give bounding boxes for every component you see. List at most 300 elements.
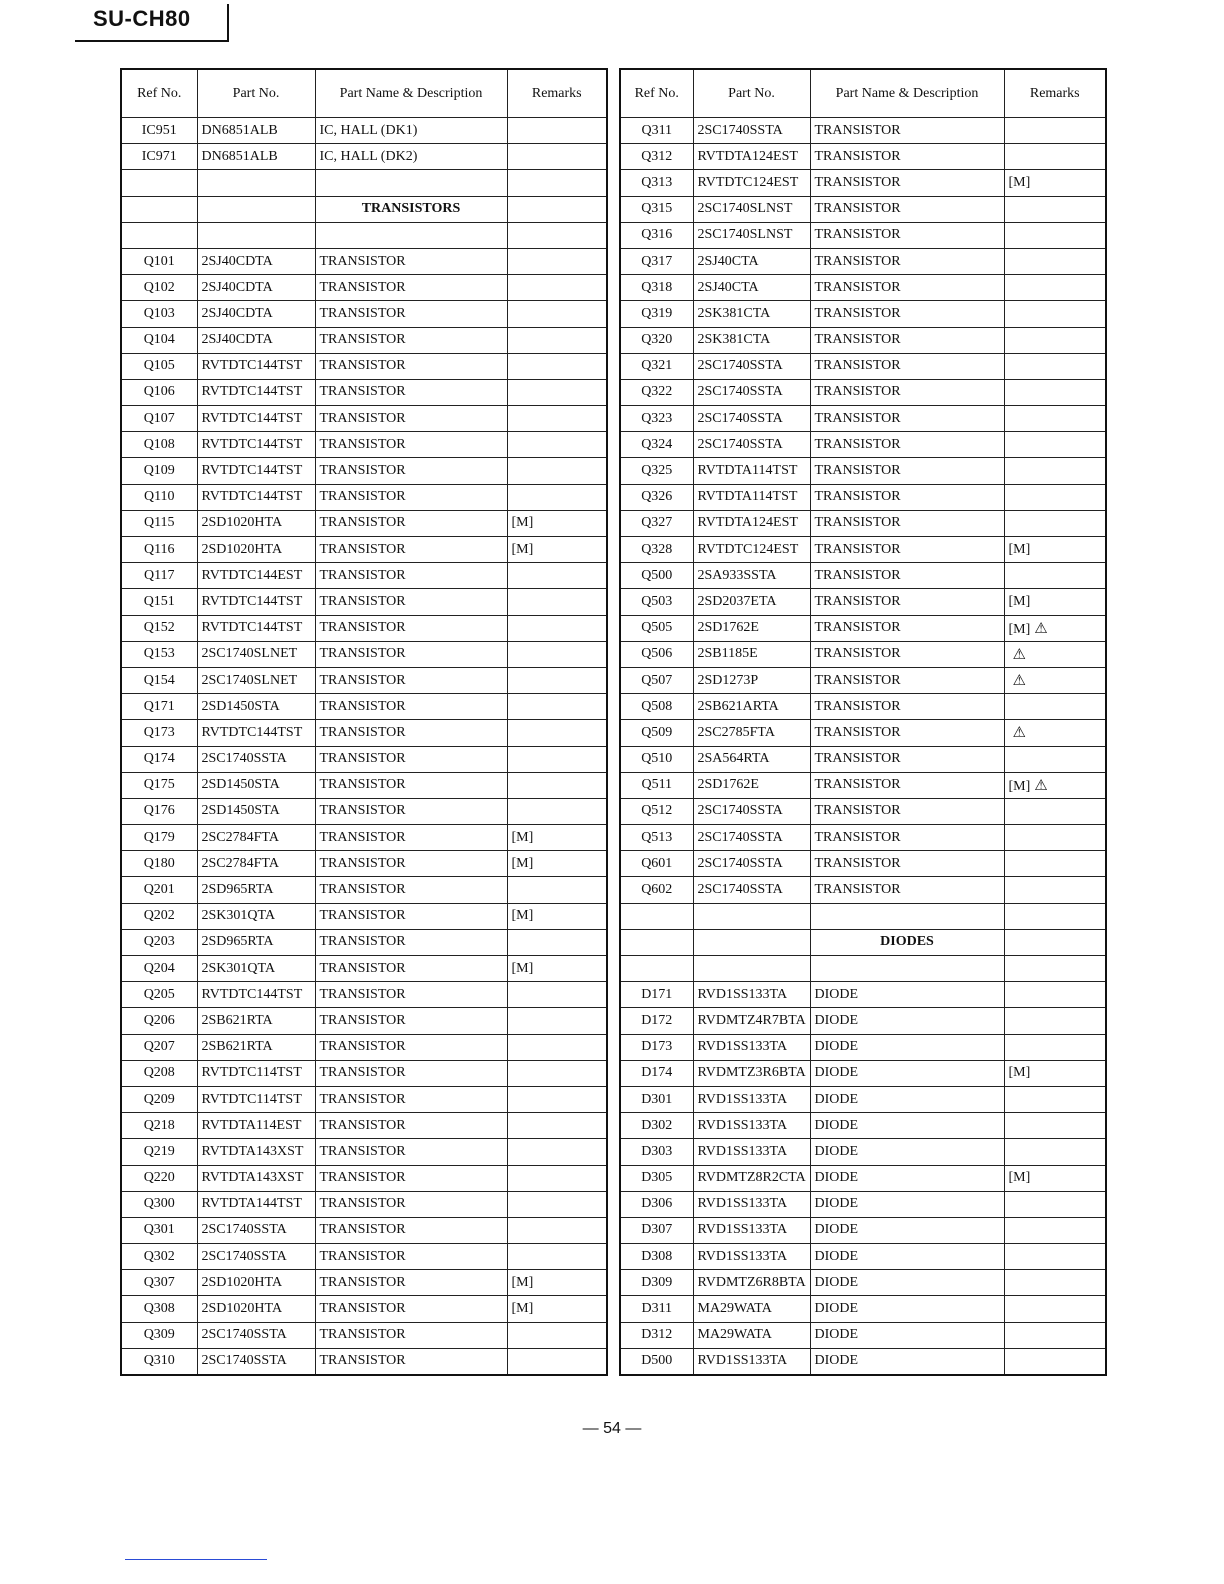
ref-no-cell-text: Q318 (641, 279, 673, 295)
table-row (121, 1244, 607, 1270)
part-no-cell (693, 1113, 810, 1139)
ref-no-cell (620, 589, 693, 615)
ref-no-cell (121, 1191, 197, 1217)
description-cell (810, 746, 1004, 772)
remarks-cell (1004, 1086, 1106, 1112)
ref-no-cell (620, 903, 693, 929)
description-cell (315, 1113, 507, 1139)
part-no-cell (693, 1139, 810, 1165)
ref-no-cell-text: Q175 (143, 777, 175, 793)
description-cell-text: TRANSISTOR (814, 515, 901, 531)
part-no-cell (693, 327, 810, 353)
ref-no-cell (620, 825, 693, 851)
remarks-cell-text: [M] (1008, 1065, 1031, 1081)
remarks-cell (507, 877, 607, 903)
part-no-cell (693, 432, 810, 458)
part-no-cell-text: 2SD1450STA (201, 803, 280, 819)
table-row (620, 118, 1106, 144)
part-no-cell-text: 2SC2784FTA (201, 829, 279, 845)
part-no-cell-text: 2SC1740SSTA (697, 855, 783, 871)
ref-no-cell-text: D171 (641, 986, 673, 1002)
description-cell (810, 406, 1004, 432)
table-row (121, 379, 607, 405)
ref-no-cell (620, 956, 693, 982)
description-cell-text: TRANSISTOR (814, 593, 901, 609)
description-cell (810, 694, 1004, 720)
part-no-cell-text: DN6851ALB (201, 122, 278, 138)
ref-no-cell (121, 406, 197, 432)
table-row (121, 222, 607, 248)
part-no-cell-text: 2SA564RTA (697, 751, 770, 767)
description-cell (810, 615, 1004, 641)
ref-no-cell (121, 746, 197, 772)
description-cell-text: DIODE (814, 1143, 859, 1159)
ref-no-cell-text: Q201 (143, 882, 175, 898)
description-cell (315, 118, 507, 144)
remarks-cell (1004, 484, 1106, 510)
remarks-cell-text: [M] (511, 1274, 534, 1290)
part-no-cell-text: RVD1SS133TA (697, 1117, 788, 1133)
ref-no-cell (620, 1322, 693, 1348)
table-row (620, 798, 1106, 824)
part-no-cell (693, 746, 810, 772)
part-no-cell (197, 798, 315, 824)
part-no-cell (693, 1348, 810, 1375)
ref-no-cell-text: Q312 (641, 148, 673, 164)
remarks-cell (1004, 510, 1106, 536)
ref-no-cell-text: Q601 (641, 855, 673, 871)
ref-no-cell (620, 667, 693, 693)
remarks-cell (1004, 379, 1106, 405)
ref-no-cell-text: Q174 (143, 751, 175, 767)
table-row (121, 1270, 607, 1296)
table-row (620, 353, 1106, 379)
ref-no-cell-text: D301 (641, 1091, 673, 1107)
remarks-cell (1004, 1034, 1106, 1060)
part-no-cell (197, 720, 315, 746)
part-no-cell (197, 877, 315, 903)
part-no-cell-text: RVD1SS133TA (697, 1248, 788, 1264)
description-cell (315, 851, 507, 877)
table-row (121, 484, 607, 510)
part-no-cell (693, 1034, 810, 1060)
ref-no-cell (121, 903, 197, 929)
part-no-cell (693, 720, 810, 746)
table-row (121, 929, 607, 955)
description-cell-text: TRANSISTOR (814, 724, 901, 740)
ref-no-cell-text: Q508 (641, 698, 673, 714)
ref-no-cell-text: Q320 (641, 332, 673, 348)
ref-no-cell-text: Q105 (143, 358, 175, 374)
ref-no-cell (620, 1244, 693, 1270)
part-no-cell (197, 851, 315, 877)
description-cell (315, 222, 507, 248)
part-no-cell-text: 2SC1740SSTA (697, 384, 783, 400)
remarks-cell (507, 1322, 607, 1348)
table-row (121, 327, 607, 353)
description-cell (315, 982, 507, 1008)
remarks-cell (1004, 667, 1106, 693)
part-no-cell (693, 563, 810, 589)
description-cell (315, 1270, 507, 1296)
description-cell-text: TRANSISTOR (814, 358, 901, 374)
table-row (121, 589, 607, 615)
ref-no-cell (620, 798, 693, 824)
description-cell-text: TRANSISTOR (814, 882, 901, 898)
part-no-cell (197, 353, 315, 379)
table-row (620, 458, 1106, 484)
description-cell-text: TRANSISTOR (319, 803, 406, 819)
description-cell (810, 851, 1004, 877)
parts-table-left-body (121, 118, 607, 1376)
part-no-cell-text: MA29WATA (697, 1301, 772, 1317)
description-cell (315, 615, 507, 641)
part-no-cell (197, 589, 315, 615)
description-cell (810, 170, 1004, 196)
ref-no-cell (121, 1322, 197, 1348)
remarks-cell (507, 144, 607, 170)
part-no-cell-text: RVTDTA143XST (201, 1170, 304, 1186)
ref-no-cell (620, 406, 693, 432)
description-cell (810, 956, 1004, 982)
table-row (620, 772, 1106, 798)
empty-cell (197, 196, 315, 222)
ref-no-cell-text: Q109 (143, 463, 175, 479)
remarks-cell (507, 222, 607, 248)
ref-no-cell (620, 615, 693, 641)
table-row (620, 1191, 1106, 1217)
description-cell-text: TRANSISTOR (319, 410, 406, 426)
description-cell-text: TRANSISTOR (814, 201, 901, 217)
remarks-cell (507, 1034, 607, 1060)
table-row (121, 406, 607, 432)
ref-no-cell-text: IC971 (141, 148, 177, 164)
remarks-cell (507, 275, 607, 301)
ref-no-cell (620, 170, 693, 196)
remarks-cell (1004, 982, 1106, 1008)
ref-no-cell (121, 772, 197, 798)
description-cell (810, 1217, 1004, 1243)
remarks-cell (1004, 1191, 1106, 1217)
description-cell-text: TRANSISTOR (319, 1117, 406, 1133)
part-no-cell-text: 2SC1740SSTA (697, 122, 783, 138)
part-no-cell-text: RVTDTA114EST (201, 1117, 302, 1133)
ref-no-cell-text: Q309 (143, 1327, 175, 1343)
part-no-cell (197, 118, 315, 144)
table-row (121, 1217, 607, 1243)
part-no-cell (693, 956, 810, 982)
part-no-cell-text: RVTDTC144TST (201, 593, 303, 609)
description-cell-text: IC, HALL (DK1) (319, 122, 418, 138)
description-cell-text: TRANSISTOR (814, 332, 901, 348)
part-no-cell (693, 1086, 810, 1112)
description-cell (315, 537, 507, 563)
part-no-cell (197, 406, 315, 432)
remarks-cell (1004, 458, 1106, 484)
ref-no-cell-text: Q173 (143, 724, 175, 740)
part-no-cell (197, 1270, 315, 1296)
table-row (620, 1322, 1106, 1348)
description-cell-text: TRANSISTOR (814, 489, 901, 505)
ref-no-cell (620, 1348, 693, 1375)
part-no-cell-text: RVDMTZ4R7BTA (697, 1012, 806, 1028)
ref-no-cell (620, 720, 693, 746)
ref-no-cell (620, 1191, 693, 1217)
description-cell (315, 956, 507, 982)
part-no-cell-text: RVTDTC144TST (201, 724, 303, 740)
part-no-cell-text: RVTDTA124EST (697, 515, 798, 531)
description-cell-text: TRANSISTOR (814, 751, 901, 767)
part-no-cell (197, 1217, 315, 1243)
table-row (121, 877, 607, 903)
ref-no-cell-text: D302 (641, 1117, 673, 1133)
part-no-cell-text: MA29WATA (697, 1327, 772, 1343)
part-no-cell-text: RVTDTA144TST (201, 1196, 302, 1212)
column-header-ref-no: Ref No. (620, 69, 693, 118)
ref-no-cell-text: Q202 (143, 908, 175, 924)
remarks-cell (1004, 746, 1106, 772)
table-row (620, 406, 1106, 432)
part-no-cell-text: RVTDTA143XST (201, 1143, 304, 1159)
part-no-cell-text: 2SC1740SSTA (201, 1222, 287, 1238)
table-row (620, 432, 1106, 458)
ref-no-cell (121, 1060, 197, 1086)
ref-no-cell (121, 563, 197, 589)
part-no-cell (693, 1191, 810, 1217)
table-row (620, 196, 1106, 222)
remarks-cell (507, 1086, 607, 1112)
section-heading-row (121, 196, 607, 222)
table-row (620, 144, 1106, 170)
part-no-cell (693, 1244, 810, 1270)
part-no-cell (197, 1086, 315, 1112)
remarks-cell (1004, 641, 1106, 667)
description-cell (810, 196, 1004, 222)
remarks-cell (1004, 877, 1106, 903)
part-no-cell (693, 458, 810, 484)
table-row (620, 1139, 1106, 1165)
part-no-cell (197, 1165, 315, 1191)
ref-no-cell (620, 484, 693, 510)
ref-no-cell-text: Q316 (641, 227, 673, 243)
part-no-cell-text: 2SC1740SLNET (201, 672, 298, 688)
part-no-cell (197, 929, 315, 955)
table-row (620, 641, 1106, 667)
ref-no-cell (121, 1008, 197, 1034)
part-no-cell-text: RVDMTZ6R8BTA (697, 1274, 806, 1290)
part-no-cell (693, 694, 810, 720)
table-row (121, 1139, 607, 1165)
part-no-cell-text: 2SC1740SLNST (697, 227, 793, 243)
ref-no-cell (620, 1165, 693, 1191)
part-no-cell (693, 301, 810, 327)
part-no-cell-text: 2SB621RTA (201, 1012, 273, 1028)
part-no-cell-text: RVD1SS133TA (697, 1091, 788, 1107)
part-no-cell-text: 2SD1020HTA (201, 1301, 283, 1317)
remarks-cell (507, 1270, 607, 1296)
ref-no-cell (620, 772, 693, 798)
description-cell-text: TRANSISTOR (319, 515, 406, 531)
description-cell (810, 563, 1004, 589)
part-no-cell-text: 2SC1740SSTA (697, 436, 783, 452)
part-no-cell (693, 484, 810, 510)
ref-no-cell-text: D307 (641, 1222, 673, 1238)
description-cell (315, 746, 507, 772)
table-row (121, 118, 607, 144)
description-cell (315, 1139, 507, 1165)
part-no-cell-text: 2SC2784FTA (201, 855, 279, 871)
part-no-cell-text: 2SD1762E (697, 620, 759, 636)
ref-no-cell-text: D311 (641, 1301, 673, 1317)
ref-no-cell (620, 1296, 693, 1322)
ref-no-cell-text: Q326 (641, 489, 673, 505)
ref-no-cell (121, 1113, 197, 1139)
ref-no-cell-text: Q511 (641, 777, 673, 793)
ref-no-cell (620, 1060, 693, 1086)
remarks-cell (1004, 772, 1106, 798)
description-cell-text: TRANSISTOR (319, 1248, 406, 1264)
description-cell-text: TRANSISTOR (319, 934, 406, 950)
part-no-cell-text: RVTDTC114TST (201, 1091, 302, 1107)
description-cell-text: TRANSISTOR (319, 279, 406, 295)
description-cell (810, 510, 1004, 536)
ref-no-cell-text: Q602 (641, 882, 673, 898)
ref-no-cell-text: Q322 (641, 384, 673, 400)
ref-no-cell-text: Q106 (143, 384, 175, 400)
ref-no-cell-text: Q315 (641, 201, 673, 217)
column-header-part-no: Part No. (693, 69, 810, 118)
part-no-cell (197, 825, 315, 851)
ref-no-cell (620, 432, 693, 458)
remarks-cell (507, 1296, 607, 1322)
ref-no-cell-text: Q209 (143, 1091, 175, 1107)
ref-no-cell-text: Q506 (641, 646, 673, 662)
description-cell-text: TRANSISTOR (319, 1222, 406, 1238)
description-cell (810, 1270, 1004, 1296)
description-cell-text: DIODE (814, 1248, 859, 1264)
ref-no-cell (620, 458, 693, 484)
description-cell (315, 563, 507, 589)
table-row (121, 248, 607, 274)
part-no-cell-text: 2SC1740SSTA (697, 829, 783, 845)
description-cell (315, 1322, 507, 1348)
table-row (620, 903, 1106, 929)
description-cell (315, 432, 507, 458)
part-no-cell-text: RVTDTC144TST (201, 986, 303, 1002)
part-no-cell-text: 2SD965RTA (201, 882, 274, 898)
remarks-cell (1004, 798, 1106, 824)
part-no-cell-text: RVD1SS133TA (697, 1196, 788, 1212)
ref-no-cell (620, 222, 693, 248)
description-cell-text: DIODE (814, 1301, 859, 1317)
description-cell-text: TRANSISTOR (814, 279, 901, 295)
table-row (121, 432, 607, 458)
ref-no-cell-text: D173 (641, 1039, 673, 1055)
description-cell-text: TRANSISTOR (814, 777, 901, 793)
description-cell-text: TRANSISTOR (814, 253, 901, 269)
remarks-cell-text: [M] (511, 908, 534, 924)
ref-no-cell (121, 353, 197, 379)
description-cell (810, 222, 1004, 248)
table-row (121, 275, 607, 301)
description-cell (810, 1060, 1004, 1086)
part-no-cell (693, 1296, 810, 1322)
ref-no-cell (121, 510, 197, 536)
part-no-cell-text: RVD1SS133TA (697, 986, 788, 1002)
part-no-cell-text: RVD1SS133TA (697, 1039, 788, 1055)
part-no-cell (197, 903, 315, 929)
ref-no-cell-text: Q300 (143, 1196, 175, 1212)
part-no-cell (693, 772, 810, 798)
description-cell-text: TRANSISTOR (814, 672, 901, 688)
description-cell-text: TRANSISTOR (814, 122, 901, 138)
remarks-cell (1004, 563, 1106, 589)
description-cell (315, 301, 507, 327)
section-heading: TRANSISTORS (315, 196, 507, 222)
table-row (121, 956, 607, 982)
part-no-cell-text: RVD1SS133TA (697, 1143, 788, 1159)
remarks-cell-text: [M] (511, 1301, 534, 1317)
ref-no-cell-text: Q503 (641, 593, 673, 609)
ref-no-cell (620, 1086, 693, 1112)
description-cell-text: DIODE (814, 1353, 859, 1369)
ref-no-cell (121, 929, 197, 955)
remarks-cell (1004, 1165, 1106, 1191)
ref-no-cell-text: Q509 (641, 724, 673, 740)
remarks-cell (1004, 301, 1106, 327)
description-cell (810, 1191, 1004, 1217)
ref-no-cell (620, 248, 693, 274)
table-row (620, 327, 1106, 353)
part-no-cell-text: 2SD1273P (697, 672, 759, 688)
description-cell-text: TRANSISTOR (319, 724, 406, 740)
remarks-cell (1004, 1348, 1106, 1375)
ref-no-cell-text: Q207 (143, 1039, 175, 1055)
part-no-cell-text: RVD1SS133TA (697, 1222, 788, 1238)
remarks-cell (507, 118, 607, 144)
ref-no-cell (620, 982, 693, 1008)
remarks-cell (507, 720, 607, 746)
ref-no-cell (121, 222, 197, 248)
ref-no-cell (121, 537, 197, 563)
part-no-cell (693, 877, 810, 903)
warning-triangle-icon: ⚠ (1034, 775, 1048, 794)
table-row (620, 537, 1106, 563)
description-cell-text: TRANSISTOR (319, 1301, 406, 1317)
description-cell-text: TRANSISTOR (814, 227, 901, 243)
description-cell (315, 484, 507, 510)
ref-no-cell-text: Q180 (143, 855, 175, 871)
part-no-cell (197, 1113, 315, 1139)
part-no-cell-text: 2SC1740SSTA (201, 1353, 287, 1369)
remarks-cell (507, 772, 607, 798)
remarks-cell (1004, 170, 1106, 196)
part-no-cell (197, 1322, 315, 1348)
description-cell-text: TRANSISTOR (814, 855, 901, 871)
description-cell-text: DIODE (814, 1065, 859, 1081)
table-row (121, 1086, 607, 1112)
column-header-remarks: Remarks (1004, 69, 1106, 118)
table-row (620, 667, 1106, 693)
description-cell (315, 1217, 507, 1243)
description-cell-text: TRANSISTOR (319, 1170, 406, 1186)
model-number: SU-CH80 (93, 6, 191, 31)
ref-no-cell-text: Q104 (143, 332, 175, 348)
ref-no-cell-text: Q328 (641, 541, 673, 557)
remarks-cell (1004, 956, 1106, 982)
remarks-cell (1004, 1217, 1106, 1243)
description-cell-text: TRANSISTOR (319, 567, 406, 583)
